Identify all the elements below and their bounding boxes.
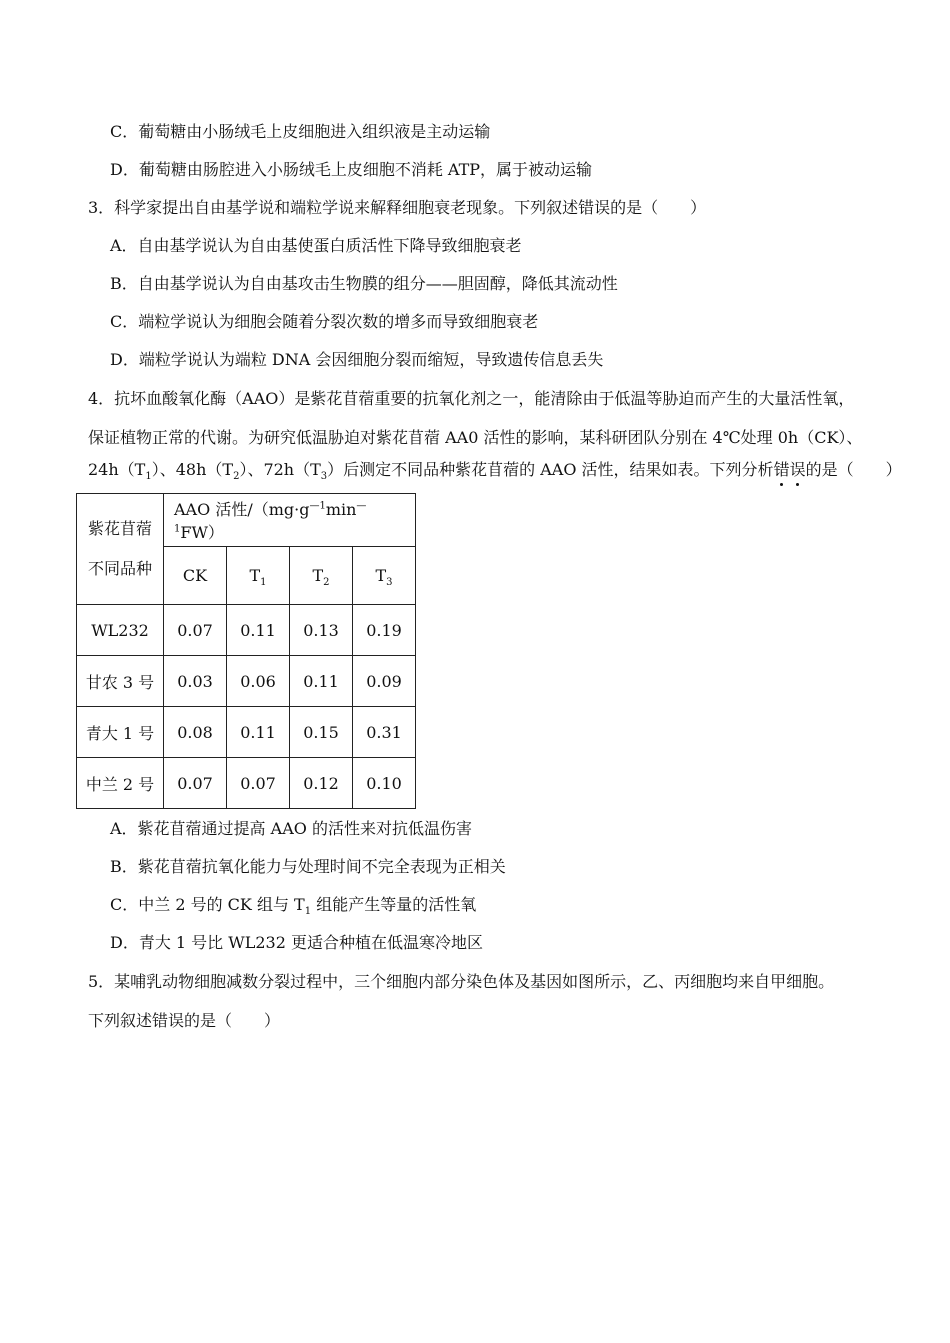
q4-option-a: A．紫花苜蓿通过提高 AAO 的活性来对抗低温伤害 [110,819,472,838]
emphasis-char: 误 [789,460,806,479]
q5-stem-line2: 下列叙述错误的是（ ） [88,1011,281,1030]
q4-stem-line2: 保证植物正常的代谢。为研究低温胁迫对紫花苜蓿 AA0 活性的影响，某科研团队分别在 4℃处理 0h（CK）、 [88,428,863,447]
q2-option-d: D．葡萄糖由肠腔进入小肠绒毛上皮细胞不消耗 ATP，属于被动运输 [110,160,593,179]
emphasis-char: 错 [773,460,790,479]
aao-activity-table [76,493,416,809]
q3-option-d: D．端粒学说认为端粒 DNA 会因细胞分裂而缩短，导致遗传信息丢失 [110,350,604,369]
table-row: WL232 0.07 0.11 0.13 0.19 [77,605,416,656]
table-header-aao: AAO 活性$/(mg\cdot g^{—1}\min^{—1}FW)$ [164,494,416,547]
q3-option-c: C．端粒学说认为细胞会随着分裂次数的增多而导致细胞衰老 [110,312,539,331]
q3-option-a: A．自由基学说认为自由基使蛋白质活性下降导致细胞衰老 [110,236,522,255]
q3-stem: 3．科学家提出自由基学说和端粒学说来解释细胞衰老现象。下列叙述错误的是（ ） [88,198,707,217]
q3-option-b: B．自由基学说认为自由基攻击生物膜的组分——胆固醇，降低其流动性 [110,274,618,293]
table-row: 中兰 2 号 0.07 0.07 0.12 0.10 [77,758,416,809]
q4-stem-line1: 4．抗坏血酸氧化酶（AAO）是紫花苜蓿重要的抗氧化剂之一，能清除由于低温等胁迫而产生的大量活性氧， [88,389,855,408]
table-header-t2: $T_2$ [290,547,353,605]
table-header-variety: 紫花苜蓿 不同品种 [77,494,164,605]
table-header-t1: $T_1$ [227,547,290,605]
table-row: 甘农 3 号 0.03 0.06 0.11 0.09 [77,656,416,707]
q4-stem-line3: $24h(T_1)$、$48h(T_2)$、$72h(T_3)$后测定不同品种紫花苜蓿的 AAO 活性，结果如表。下列分析错误的是（ ） [88,460,902,483]
q4-option-b: B．紫花苜蓿抗氧化能力与处理时间不完全表现为正相关 [110,857,506,876]
table-header-ck: CK [164,547,227,605]
table-header-t3: $T_3$ [353,547,416,605]
q5-stem-line1: 5．某哺乳动物细胞减数分裂过程中，三个细胞内部分染色体及基因如图所示，乙、丙细胞均来自甲细胞。 [88,972,835,991]
q4-option-c: C．中兰 2 号的 CK 组与 $T_1$ 组能产生等量的活性氧 [110,895,477,918]
q4-option-d: D．青大 1 号比 WL232 更适合种植在低温寒冷地区 [110,933,483,952]
table-row: 青大 1 号 0.08 0.11 0.15 0.31 [77,707,416,758]
q2-option-c: C．葡萄糖由小肠绒毛上皮细胞进入组织液是主动运输 [110,122,491,141]
